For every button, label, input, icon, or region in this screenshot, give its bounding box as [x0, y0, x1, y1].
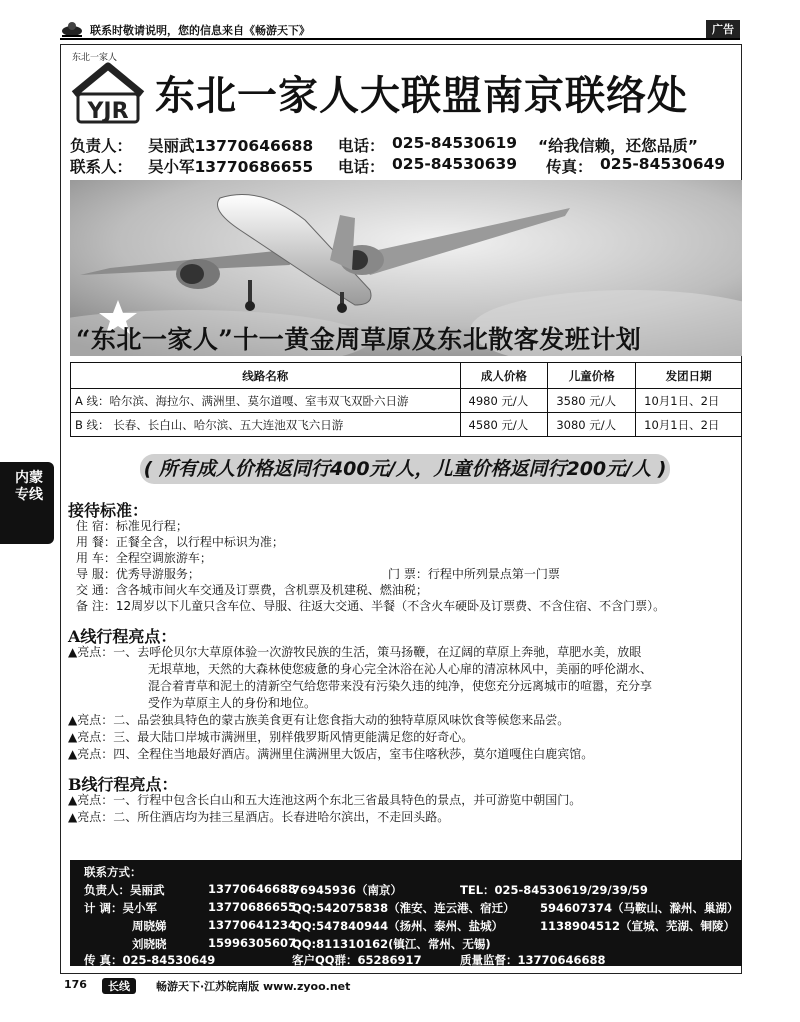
- contact-extra: 76945936（南京）: [292, 883, 403, 897]
- fax-value: 025-84530649: [600, 155, 726, 173]
- side-section-tab: [0, 462, 54, 544]
- customer-qq-group: 客户QQ群：65286917: [292, 953, 422, 967]
- contact-mobile: 13770641234: [208, 918, 297, 932]
- highlight-line: 无垠草地，天然的大森林使您疲惫的身心完全沐浴在沁人心扉的清凉林风中，美丽的呼伦湖水、: [148, 662, 653, 676]
- fax-label: 传真：: [546, 158, 593, 176]
- contact-mobile: 13770646688: [208, 882, 297, 896]
- standard-line: 交 通：含各城市间火车交通及订票费，含机票及机建税、燃油税；: [76, 583, 428, 597]
- phone2-label: 电话：: [338, 158, 385, 176]
- contact-panel: [70, 860, 742, 966]
- highlight-line: 混合着青草和泥土的清新空气给您带来没有污染久违的纯净，使您充分远离城市的喧嚣，充分享: [148, 679, 653, 693]
- standard-ticket: 门 票：行程中所列景点第一门票: [388, 567, 560, 581]
- route-name: B 线： 长春、长白山、哈尔滨、五大连池双飞六日游: [71, 413, 461, 437]
- commission-note: ( 所有成人价格返同行400元/人，儿童价格返同行200元/人 ): [140, 454, 670, 484]
- mascot-icon: [60, 20, 84, 38]
- standards-heading: 接待标准：: [68, 501, 149, 520]
- logo: [68, 50, 148, 124]
- ad-tag: 广告: [706, 20, 740, 38]
- child-price: 3080 元/人: [548, 413, 636, 437]
- service-slogan: “给我信赖，还您品质”: [538, 137, 698, 155]
- top-bar: [60, 20, 740, 40]
- highlight-line: ▲亮点：一、行程中包含长白山和五大连池这两个东北三省最具特色的景点，并可游览中朝国门。: [68, 793, 582, 807]
- departure-date: 10月1日、2日: [636, 389, 742, 413]
- table-row: [71, 389, 742, 413]
- header-route: 线路名称: [71, 363, 461, 389]
- table-header-row: [71, 363, 742, 389]
- contact-person: 周晓娣: [132, 919, 167, 933]
- contact-label: 联系人：: [70, 158, 133, 176]
- contact-person: 刘晓晓: [132, 937, 167, 951]
- contact-person: 计 调：吴小军: [84, 901, 158, 915]
- highlight-line: ▲亮点：四、全程住当地最好酒店。满洲里住满洲里大饭店，室韦住喀秋莎，莫尔道嘎住白鹿宾馆。: [68, 747, 594, 761]
- table-row: [71, 413, 742, 437]
- standard-line: 备 注：12周岁以下儿童只含车位、导服、往返大交通、半餐（不含火车硬卧及订票费、不含住宿、不含门票）。: [76, 599, 666, 613]
- contact-qq: QQ:811310162(镇江、常州、无锡): [292, 937, 491, 951]
- adult-price: 4580 元/人: [460, 413, 548, 437]
- house-logo-icon: [68, 50, 148, 124]
- highlight-line: 受作为草原主人的身份和地位。: [148, 696, 317, 710]
- phone-value: 025-84530619: [392, 134, 518, 152]
- contact-value: 吴小军13770686655: [148, 158, 314, 176]
- highlight-line: ▲亮点：三、最大陆口岸城市满洲里，别样俄罗斯风情更能满足您的好奇心。: [68, 730, 474, 744]
- highlight-line: ▲亮点：二、品尝独具特色的蒙古族美食更有让您食指大动的独特草原风味饮食等候您来品尝。: [68, 713, 570, 727]
- b-line-heading: B线行程亮点：: [68, 775, 178, 794]
- header-child-price: 儿童价格: [548, 363, 636, 389]
- standard-line: 用 餐：正餐全含，以行程中标识为准；: [76, 535, 284, 549]
- standard-line: 导 服：优秀导游服务；: [76, 567, 200, 581]
- contact-qq-alt: 1138904512（宣城、芜湖、铜陵）: [540, 919, 736, 933]
- page-number: 176: [64, 978, 87, 991]
- contact-fax: 传 真：025-84530649: [84, 953, 216, 967]
- contact-qq-alt: 594607374（马鞍山、滁州、巢湖）: [540, 901, 739, 915]
- page-footer: [60, 976, 742, 996]
- section-label: 长线: [102, 978, 136, 994]
- standard-line: 住 宿：标准见行程；: [76, 519, 188, 533]
- source-notice: 联系时敬请说明，您的信息来自《畅游天下》: [90, 24, 310, 37]
- contact-mobile: 13770686655: [208, 900, 297, 914]
- contact-qq: QQ:547840944（扬州、泰州、盐城）: [292, 919, 504, 933]
- logo-slogan: 东北一家人: [72, 53, 118, 63]
- contact-heading: 联系方式：: [84, 865, 142, 879]
- a-line-heading: A线行程亮点：: [68, 627, 177, 646]
- manager-value: 吴丽武13770646688: [148, 137, 314, 155]
- standard-line: 用 车：全程空调旅游车；: [76, 551, 212, 565]
- contact-mobile: 15996305607: [208, 936, 297, 950]
- highlight-line: ▲亮点：一、去呼伦贝尔大草原体验一次游牧民族的生活，策马扬鞭，在辽阔的草原上奔驰，草肥水美，放眼: [68, 645, 642, 659]
- side-tab-label: 内蒙专线: [15, 470, 43, 503]
- contact-qq: QQ:542075838（淮安、连云港、宿迁）: [292, 901, 515, 915]
- contact-tel: TEL：025-84530619/29/39/59: [460, 883, 648, 897]
- header-departure: 发团日期: [636, 363, 742, 389]
- phone2-value: 025-84530639: [392, 155, 518, 173]
- logo-letters: YJR: [87, 99, 129, 124]
- price-table: [70, 362, 742, 437]
- manager-label: 负责人：: [70, 137, 133, 155]
- route-name: A 线：哈尔滨、海拉尔、满洲里、莫尔道嘎、室韦双飞双卧六日游: [71, 389, 461, 413]
- banner-title: “东北一家人”十一黄金周草原及东北散客发班计划: [76, 325, 642, 354]
- child-price: 3580 元/人: [548, 389, 636, 413]
- quality-supervision: 质量监督：13770646688: [460, 953, 606, 967]
- magazine-name: 畅游天下·江苏皖南版 www.zyoo.net: [156, 980, 351, 993]
- departure-date: 10月1日、2日: [636, 413, 742, 437]
- phone-label: 电话：: [338, 137, 385, 155]
- adult-price: 4980 元/人: [460, 389, 548, 413]
- org-title: 东北一家人大联盟南京联络处: [155, 72, 688, 119]
- contact-person: 负责人：吴丽武: [84, 883, 165, 897]
- header-adult-price: 成人价格: [460, 363, 548, 389]
- highlight-line: ▲亮点：二、所住酒店均为挂三星酒店。长春进哈尔滨出，不走回头路。: [68, 810, 450, 824]
